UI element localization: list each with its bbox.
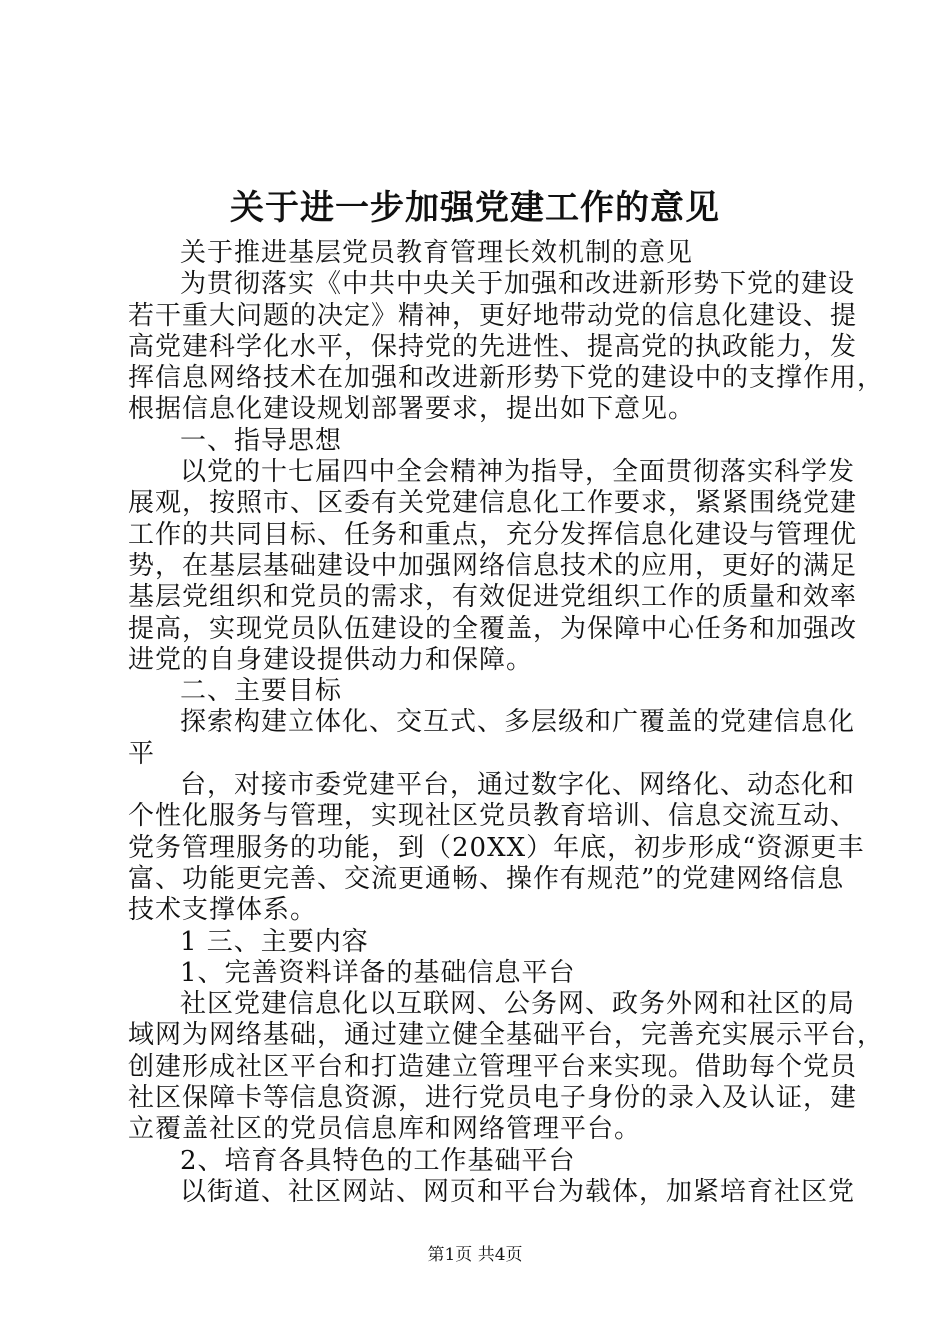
body-line: 域网为网络基础，通过建立健全基础平台，完善充实展示平台， xyxy=(128,1020,885,1051)
body-line: 以党的十七届四中全会精神为指导，全面贯彻落实科学发 xyxy=(180,457,856,488)
body-line: 探索构建立体化、交互式、多层级和广覆盖的党建信息化 xyxy=(180,707,856,738)
document-title: 关于进一步加强党建工作的意见 xyxy=(230,188,720,228)
body-line: 势，在基层基础建设中加强网络信息技术的应用，更好的满足 xyxy=(128,550,858,581)
body-line: 提高，实现党员队伍建设的全覆盖，为保障中心任务和加强改 xyxy=(128,613,858,644)
body-line: 社区保障卡等信息资源，进行党员电子身份的录入及认证，建 xyxy=(128,1083,858,1114)
body-line: 1 三、主要内容 xyxy=(180,926,369,957)
body-line: 进党的自身建设提供动力和保障。 xyxy=(128,644,534,675)
body-line: 2、培育各具特色的工作基础平台 xyxy=(180,1145,576,1176)
document-body xyxy=(128,238,885,1208)
body-line: 基层党组织和党员的需求，有效促进党组织工作的质量和效率 xyxy=(128,582,858,613)
body-line: 若干重大问题的决定》精神，更好地带动党的信息化建设、提 xyxy=(128,300,858,331)
body-line: 平 xyxy=(128,738,156,769)
body-line: 挥信息网络技术在加强和改进新形势下党的建设中的支撑作用， xyxy=(128,363,885,394)
body-line: 以街道、社区网站、网页和平台为载体，加紧培育社区党 xyxy=(180,1176,856,1207)
body-line: 技术支撑体系。 xyxy=(128,895,318,926)
body-line: 为贯彻落实《中共中央关于加强和改进新形势下党的建设 xyxy=(180,269,856,300)
body-line: 创建形成社区平台和打造建立管理平台来实现。借助每个党员 xyxy=(128,1051,858,1082)
body-line: 工作的共同目标、任务和重点，充分发挥信息化建设与管理优 xyxy=(128,519,858,550)
body-line: 个性化服务与管理，实现社区党员教育培训、信息交流互动、 xyxy=(128,801,858,832)
body-line: 富、功能更完善、交流更通畅、操作有规范”的党建网络信息 xyxy=(128,863,845,894)
page-footer: 第1页 共4页 xyxy=(427,1245,523,1265)
body-line: 台，对接市委党建平台，通过数字化、网络化、动态化和 xyxy=(180,770,856,801)
body-line: 一、指导思想 xyxy=(180,425,343,456)
body-line: 二、主要目标 xyxy=(180,676,343,707)
body-line: 高党建科学化水平，保持党的先进性、提高党的执政能力，发 xyxy=(128,331,858,362)
body-line: 关于推进基层党员教育管理长效机制的意见 xyxy=(180,238,694,268)
body-line: 1、完善资料详备的基础信息平台 xyxy=(180,957,576,988)
body-line: 社区党建信息化以互联网、公务网、政务外网和社区的局 xyxy=(180,989,856,1020)
body-line: 立覆盖社区的党员信息库和网络管理平台。 xyxy=(128,1114,642,1145)
body-line: 展观，按照市、区委有关党建信息化工作要求，紧紧围绕党建 xyxy=(128,488,858,519)
body-line: 根据信息化建设规划部署要求，提出如下意见。 xyxy=(128,394,696,425)
body-line: 党务管理服务的功能，到（20XX）年底，初步形成“资源更丰 xyxy=(128,832,865,863)
